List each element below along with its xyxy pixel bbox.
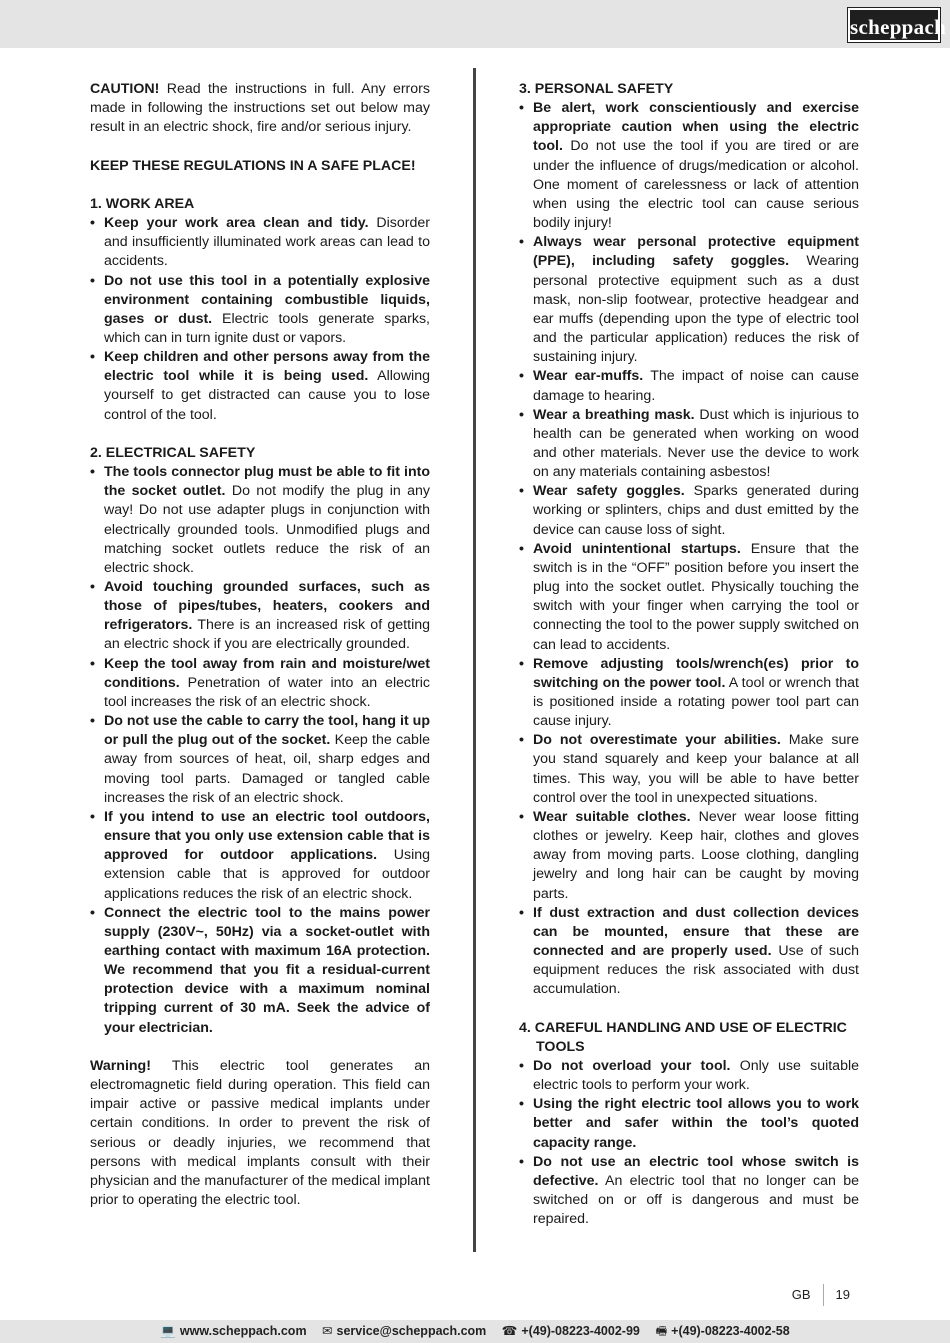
item-bold-text: Do not use the cable to carry the tool, hang it up or pull the plug out of the socket. (104, 713, 430, 749)
list-item (519, 731, 859, 808)
page-number: 19 (835, 1287, 850, 1302)
list-item (519, 808, 859, 904)
list-item (90, 348, 430, 425)
item-bold-text: Wear ear-muffs. (533, 368, 644, 385)
item-bold-text: Remove adjusting tools/wrench(es) prior to switching on the power tool. (533, 655, 859, 691)
item-bold-text: If dust extraction and dust collection devices can be mounted, ensure that these are connected and are properly used. (533, 904, 859, 960)
item-bold-text: Keep the tool away from rain and moisture/wet conditions. (104, 655, 430, 691)
item-text: Electric tools generate sparks, which can in turn ignite dust or vapors. (104, 310, 430, 346)
item-bold-text: Always wear personal protective equipment (PPE), including safety goggles. (533, 234, 859, 270)
item-text: Keep the cable away from sources of heat, oil, sharp edges and moving tool parts. Damaged or tangled cable increases the risk of an electric shock. (104, 732, 430, 806)
item-bold-text: Do not overestimate your abilities. (533, 732, 781, 749)
list-item (519, 904, 859, 1000)
item-bold-text: Using the right electric tool allows you to work better and safer within the tool’s quoted capacity range. (533, 1096, 859, 1151)
item-bold-text: If you intend to use an electric tool outdoors, ensure that you only use extension cable that is approved for outdoor applications. (104, 808, 430, 864)
item-text: Sparks generated during working or splinters, chips and dust emitted by the device can cause loss of sight. (533, 483, 859, 538)
item-bold-text: Wear suitable clothes. (533, 808, 691, 825)
keep-regulations-heading: KEEP THESE REGULATIONS IN A SAFE PLACE! (90, 157, 416, 174)
right-column (519, 80, 859, 1229)
item-text: Use of such equipment reduces the risk associated with dust accumulation. (533, 943, 860, 998)
item-text: Do not use the tool if you are tired or are under the influence of drugs/medication or alcohol. One moment of carelessness or lack of attention when using the electric tool can cause serious bodily injury! (533, 138, 859, 232)
item-bold-text: Wear safety goggles. (533, 483, 685, 500)
list-item (519, 406, 859, 483)
list-item (519, 482, 859, 539)
careful-handling-heading: 4. CAREFUL HANDLING AND USE OF ELECTRIC TOOLS (519, 1019, 847, 1055)
careful-handling-list (519, 1057, 859, 1229)
list-item (519, 540, 859, 655)
work-area-list (90, 214, 430, 425)
item-text: Penetration of water into an electric tool increases the risk of an electric shock. (104, 674, 430, 710)
item-bold-text: Avoid unintentional startups. (533, 540, 741, 557)
caution-paragraph (90, 80, 430, 137)
item-text: An electric tool that no longer can be switched on or off is dangerous and must be repaired. (533, 1172, 859, 1228)
list-item (90, 808, 430, 904)
page-footer (792, 1284, 850, 1306)
computer-icon: 💻 (160, 1324, 176, 1338)
item-bold-text: Wear a breathing mask. (533, 406, 695, 423)
electrical-safety-list (90, 463, 430, 1038)
website-item[interactable] (160, 1324, 306, 1338)
list-item (519, 99, 859, 233)
item-bold-text: Do not overload your tool. (533, 1057, 731, 1074)
item-text: Never wear loose fitting clothes or jewelry. Keep hair, clothes and gloves away from moving parts. Loose clothing, dangling jewelry and long hair can be caught by moving parts. (533, 808, 859, 902)
fax-number: +(49)-08223-4002-58 (671, 1324, 790, 1338)
left-column (90, 80, 430, 1210)
phone-number: +(49)-08223-4002-99 (521, 1324, 640, 1338)
language-code: GB (792, 1284, 824, 1306)
item-bold-text: Connect the electric tool to the mains power supply (230V~, 50Hz) via a socket-outlet with earthing contact with maximum 16A protection. We recommend that you fit a residual-current protection device with a maximum nominal tripping current of 30 mA. Seek the advice of your electrician. (104, 904, 430, 1036)
item-bold-text: Keep children and other persons away from the electric tool while it is being used. (104, 349, 430, 385)
fax-icon: 🖷 (655, 1324, 668, 1338)
list-item (90, 712, 430, 808)
mail-icon: ✉ (322, 1324, 333, 1338)
warning-label: Warning! (90, 1057, 151, 1074)
item-text: Do not modify the plug in any way! Do not use adapter plugs in conjunction with electrically grounded tools. Unmodified plugs and matching socket outlets reduce the risk of an electric shock. (104, 483, 430, 576)
list-item (90, 272, 430, 349)
column-divider (473, 68, 476, 1252)
item-bold-text: Be alert, work conscientiously and exercise appropriate caution when using the electric tool. (533, 100, 859, 155)
list-item (519, 367, 859, 405)
warning-text: This electric tool generates an electromagnetic field during operation. This field can impair active or passive medical implants under certain conditions. In order to prevent the risk of serious or deadly injuries, we recommend that persons with medical implants consult with their physician and the manufacturer of the medical implant prior to operating the electric tool. (90, 1057, 430, 1208)
item-text: Wearing personal protective equipment such as a dust mask, non-slip footwear, protective headgear and ear muffs (depending upon the type of electric tool and the particular application) reduces the risk of sustaining injury. (533, 253, 859, 366)
personal-safety-list (519, 99, 859, 999)
caution-label: CAUTION! (90, 81, 160, 97)
item-bold-text: Avoid touching grounded surfaces, such as those of pipes/tubes, heaters, cookers and refrigerators. (104, 579, 430, 634)
list-item (519, 1153, 859, 1230)
list-item (519, 1057, 859, 1095)
item-text: Disorder and insufficiently illuminated work areas can lead to accidents. (104, 215, 430, 270)
item-text: There is an increased risk of getting an electric shock if you are electrically grounded. (104, 617, 430, 653)
phone-icon: ☎ (501, 1324, 518, 1338)
item-text: Make sure you stand squarely and keep your balance at all times. This way, you will be able to have better control over the tool in unexpected situations. (533, 732, 859, 806)
work-area-heading: 1. WORK AREA (90, 195, 195, 212)
caution-text: Read the instructions in full. Any errors made in following the instructions set out below may result in an electric shock, fire and/or serious injury. (90, 81, 430, 136)
list-item (519, 233, 859, 367)
item-text: Allowing yourself to get distracted can cause you to lose control of the tool. (104, 368, 430, 423)
list-item (90, 463, 430, 578)
list-item (90, 655, 430, 712)
email-link[interactable]: service@scheppach.com (336, 1324, 487, 1338)
item-bold-text: Do not use an electric tool whose switch is defective. (533, 1153, 859, 1189)
list-item (90, 904, 430, 1038)
item-bold-text: Keep your work area clean and tidy. (104, 215, 369, 232)
phone-item (502, 1324, 640, 1338)
contact-bar (0, 1320, 950, 1343)
item-text: Dust which is injurious to health can be generated when working on wood and other materials. Never use the device to work on any materials containing asbestos! (533, 406, 859, 481)
item-text: Ensure that the switch is in the “OFF” position before you insert the plug into the socket outlet. Physically touching the switch with your finger when carrying the tool or connecting the tool to the power supply switched on can lead to accidents. (533, 540, 859, 653)
item-text: Only use suitable electric tools to perform your work. (533, 1057, 859, 1094)
item-text: Using extension cable that is approved for outdoor applications reduces the risk of an electric shock. (104, 847, 430, 902)
personal-safety-heading: 3. PERSONAL SAFETY (519, 81, 674, 97)
email-item[interactable] (322, 1324, 486, 1338)
warning-paragraph (90, 1057, 430, 1210)
electrical-safety-heading: 2. ELECTRICAL SAFETY (90, 444, 256, 461)
item-text: A tool or wrench that is positioned inside a rotating power tool part can cause injury. (533, 674, 859, 730)
list-item (519, 655, 859, 732)
item-bold-text: Do not use this tool in a potentially explosive environment containing combustible liquids, gases or dust. (104, 272, 430, 327)
brand-logo: scheppach (848, 8, 940, 42)
item-text: The impact of noise can cause damage to hearing. (533, 368, 859, 404)
item-bold-text: The tools connector plug must be able to fit into the socket outlet. (104, 464, 430, 500)
list-item (90, 214, 430, 271)
website-link[interactable]: www.scheppach.com (179, 1324, 307, 1338)
list-item (519, 1095, 859, 1152)
list-item (90, 578, 430, 655)
fax-item (655, 1324, 789, 1338)
header-bar (0, 0, 950, 48)
